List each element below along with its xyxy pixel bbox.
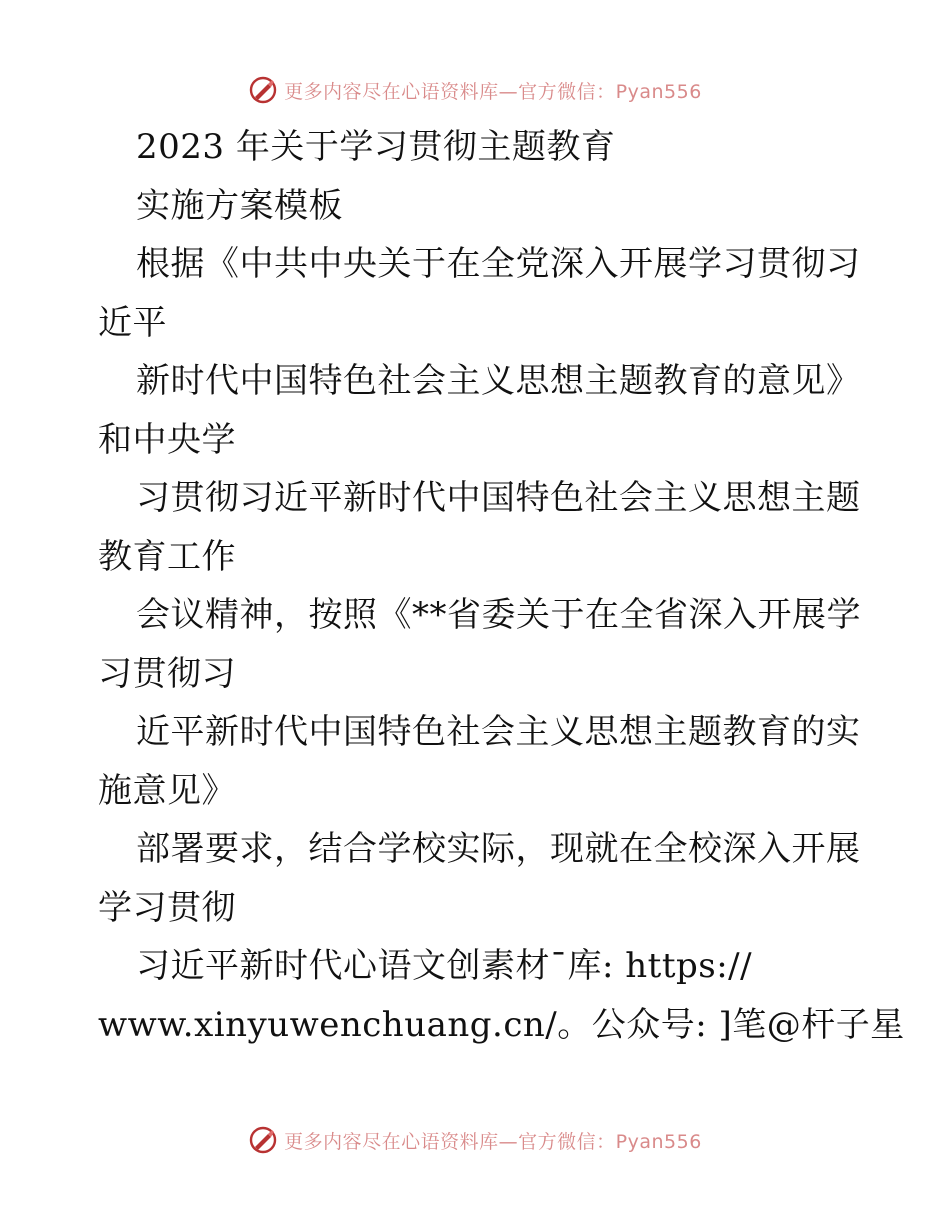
paragraph-line: 和中央学	[98, 419, 236, 460]
paragraph-line: 学习贯彻	[98, 887, 236, 928]
paragraph-line: 会议精神，按照《**省委关于在全省深入开展学	[136, 595, 861, 635]
paragraph-line: 施意见》	[98, 770, 236, 811]
paragraph-line: 习贯彻习近平新时代中国特色社会主义思想主题	[136, 478, 861, 518]
header-banner	[248, 75, 702, 105]
paragraph-line: www.xinyuwenchuang.cn/。公众号: ]笔@杆子星	[98, 1004, 905, 1045]
footer-banner-text: 更多内容尽在心语资料库—官方微信：Pyan556	[284, 1130, 702, 1153]
footer-banner	[248, 1125, 702, 1155]
paragraph-line: 新时代中国特色社会主义思想主题教育的意见》	[136, 361, 861, 401]
paragraph-line: 教育工作	[98, 536, 236, 577]
paragraph-line: 习贯彻习	[98, 653, 236, 694]
page-footer	[0, 1122, 950, 1158]
brush-logo-icon	[248, 75, 278, 105]
doc-title-line-2: 实施方案模板	[136, 185, 343, 226]
paragraph-line: 习近平新时代心语文创素材¯库: https://	[136, 946, 753, 986]
page-header	[0, 72, 950, 108]
paragraph-line: 根据《中共中央关于在全党深入开展学习贯彻习	[136, 244, 861, 284]
brush-logo-icon	[248, 1125, 278, 1155]
document-body	[98, 118, 905, 1054]
paragraph-line: 部署要求，结合学校实际，现就在全校深入开展	[136, 829, 861, 869]
paragraph-line: 近平新时代中国特色社会主义思想主题教育的实	[136, 712, 861, 752]
doc-title-line-1: 2023 年关于学习贯彻主题教育	[136, 127, 616, 167]
header-banner-text: 更多内容尽在心语资料库—官方微信：Pyan556	[284, 80, 702, 103]
paragraph-line: 近平	[98, 302, 167, 343]
